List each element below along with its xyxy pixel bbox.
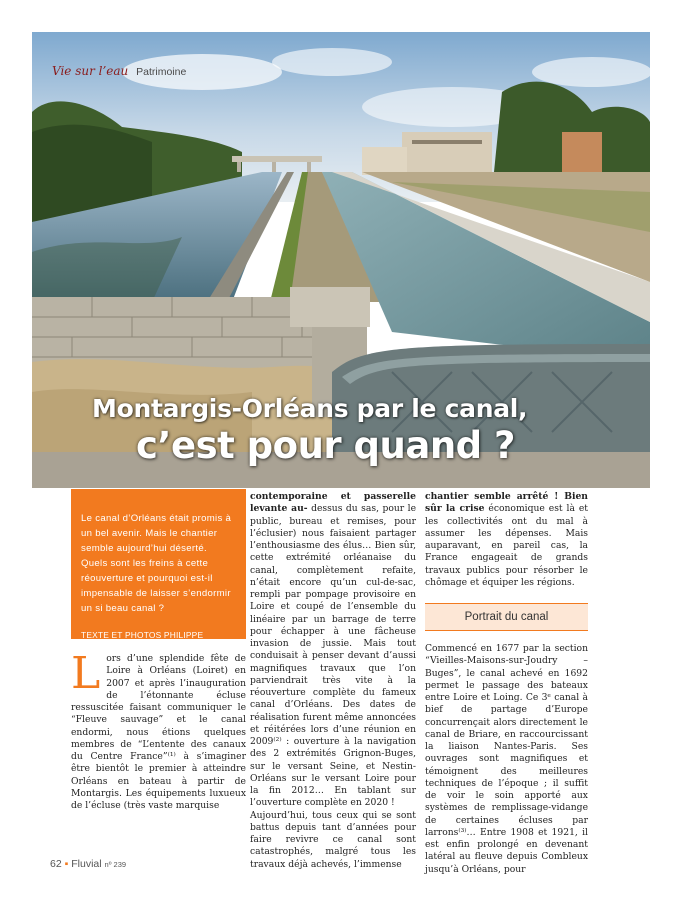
section-kicker bbox=[52, 64, 186, 78]
column-1-text: ors d’une splendide fête de Loire à Orléans (Loiret) en 2007 et après l’inauguration de l’étonnante écluse ressuscitée faisant communiquer le “Fleuve sauvage” et le canal endormi, nous étions quelques membres de “L’entente des canaux du Centre France”⁽¹⁾ à s’imaginer être bientôt le premier à atteindre Orléans en bateau à partir de Montargis. Les équipements luxueux de l’écluse (très vaste marquise bbox=[71, 653, 246, 811]
column-2-text: dessus du sas, pour le public, bureau et remises, pour l’éclusier) nous faisaient partager l’enthousiasme des élus… Bien sûr, cette extrémité orléanaise du canal, complètement refaite, n’était encore qu’un cul-de-sac, rempli par pompage provisoire en Loire et coupé de l’ensemble du linéaire par un barrage de terre pour échapper à une fâcheuse invasion de jussie. Mais tout conduisait à penser devant d’aussi magnifiques travaux que l’on parviendrait très vite à la réouverture complète du fameux canal d’Orléans. Des dates de réalisation furent même annoncées et réitérées lors d’une réunion en 2009⁽²⁾ : ouverture à la navigation des 2 extrémités Grignon-Buges, sur le versant Seine, et Nestin-Orléans sur le versant Loire pour la fin 2012… En tablant sur l’ouverture complète en 2020 ! bbox=[250, 503, 417, 809]
article-column-3 bbox=[425, 491, 588, 876]
section-label: Patrimoine bbox=[136, 66, 187, 78]
article-column-2 bbox=[250, 491, 416, 871]
article-column-1 bbox=[71, 648, 246, 812]
column-3-paragraph-2: Commencé en 1677 par la section “Vieilles-Maisons-sur-Joudry – Buges”, le canal achevé en 1692 permet le passage des bateaux entre Loire et Loing. Ce 3ᵉ canal à bief de partage d’Europe concurrençait alors directement le canal de Briare, en raccourcissant la liaison Nantes-Paris. Ses ouvrages sont magnifiques et témoignent des meilleures techniques de l’époque ; il suffit de voir le soin apporté aux systèmes de remplissage-vidange de certaines écluses par larrons⁽³⁾… Entre 1908 et 1921, il est enfin prolongé en devenant latéral au fleuve depuis Combleux jusqu’à Orléans, pour bbox=[425, 643, 588, 875]
photo-credit: TEXTE ET PHOTOS PHILIPPE BENARD bbox=[81, 630, 204, 650]
intro-text: Le canal d’Orléans était promis à un bel avenir. Mais le chantier semble aujourd’hui déserté. Quels sont les freins à cette réouverture et pourquoi est-il impensable de laisser s’endormir un si beau canal ? bbox=[81, 513, 232, 614]
footer-separator: ▪ bbox=[64, 858, 69, 870]
headline-line-1: Montargis-Orléans par le canal, bbox=[92, 394, 528, 423]
column-3-text: économique est là et les collectivités ont du mal à assumer les dépenses. Mais auparavant, en pareil cas, la France engageait de grands travaux publics pour résorber le chômage et équiper les régions. bbox=[425, 503, 588, 588]
sidebar-heading: Portrait du canal bbox=[425, 603, 588, 631]
column-2-paragraph-2: Aujourd’hui, tous ceux qui se sont battus depuis tant d’années pour faire revivre ce canal sont catastrophés, malgré tous les travaux déjà achevés, l’immense bbox=[250, 809, 416, 870]
page-footer bbox=[50, 858, 126, 870]
headline-line-2: c’est pour quand ? bbox=[136, 424, 516, 467]
intro-box bbox=[71, 489, 246, 650]
column-3-lead: chantier semble arrêté ! Bien sûr la crise bbox=[425, 491, 588, 515]
drop-cap: L bbox=[71, 648, 101, 699]
column-2-lead: contemporaine et passerelle levante au- bbox=[250, 491, 416, 515]
magazine-name: Fluvial bbox=[71, 858, 102, 870]
page-number: 62 bbox=[50, 858, 62, 870]
issue-number: nº 239 bbox=[104, 860, 127, 869]
kicker-label: Vie sur l’eau bbox=[52, 64, 129, 78]
